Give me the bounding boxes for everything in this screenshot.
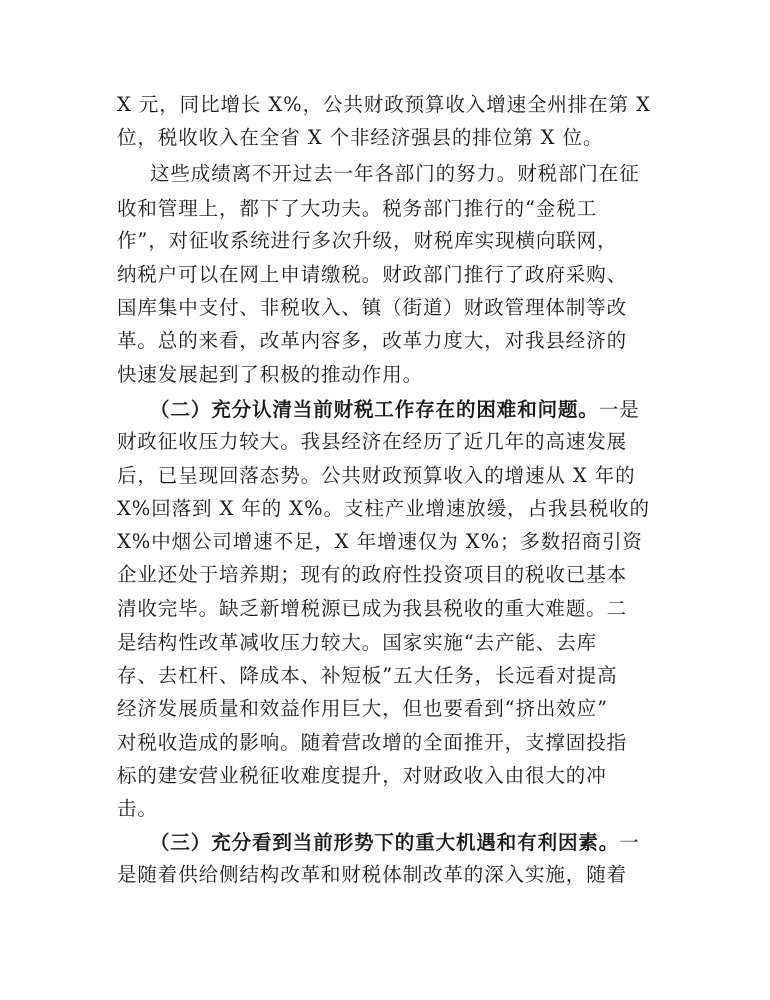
line-text: 位，税收收入在全省 X 个非经济强县的排位第 X 位。 — [117, 126, 604, 149]
text-line — [117, 492, 657, 526]
text-line — [117, 525, 657, 559]
line-text: 收和管理上，都下了大功夫。税务部门推行的“金税工 — [117, 197, 598, 220]
section-heading: （二）充分认清当前财税工作存在的困难和问题。 — [150, 398, 599, 421]
text-line — [117, 558, 657, 592]
line-text: 作”，对征收系统进行多次升级，财税库实现横向联网， — [117, 229, 618, 252]
section-heading-line — [150, 826, 657, 860]
text-line — [117, 88, 657, 122]
text-line — [117, 459, 657, 493]
line-text: 存、去杠杆、降成本、补短板”五大任务，长远看对提高 — [117, 664, 618, 687]
line-text: 击。 — [117, 797, 158, 820]
line-text: 对税收造成的影响。随着营改增的全面推开，支撑固投指 — [117, 731, 628, 754]
line-text: 企业还处于培养期；现有的政府性投资项目的税收已基本 — [117, 563, 628, 586]
line-text: 是结构性改革减收压力较大。国家实施“去产能、去库 — [117, 631, 598, 654]
line-text: 一是 — [598, 398, 640, 421]
text-line — [150, 157, 657, 191]
text-line — [117, 792, 657, 826]
line-text: 这些成绩离不开过去一年各部门的努力。财税部门在征 — [150, 162, 640, 185]
line-text: X 元，同比增长 X%，公共财政预算收入增速全州排在第 X — [117, 93, 651, 116]
line-text: 一 — [619, 831, 640, 854]
text-line — [117, 692, 657, 726]
section-heading: （三）充分看到当前形势下的重大机遇和有利因素。 — [150, 831, 620, 854]
text-line — [117, 592, 657, 626]
section-heading-line — [150, 393, 657, 427]
text-line — [117, 858, 657, 892]
line-text: 纳税户可以在网上申请缴税。财政部门推行了政府采购、 — [117, 263, 628, 286]
line-text: 革。总的来看，改革内容多，改革力度大，对我县经济的 — [117, 329, 628, 352]
text-line — [117, 121, 657, 155]
text-line — [117, 258, 657, 292]
line-text: X%回落到 X 年的 X%。支柱产业增速放缓，占我县税收的 — [117, 497, 650, 520]
text-line — [117, 659, 657, 693]
text-line — [117, 425, 657, 459]
text-line — [117, 626, 657, 660]
text-line — [117, 192, 657, 226]
text-line — [117, 726, 657, 760]
line-text: 国库集中支付、非税收入、镇（街道）财政管理体制等改 — [117, 296, 628, 319]
text-line — [117, 224, 657, 258]
line-text: 清收完毕。缺乏新增税源已成为我县税收的重大难题。二 — [117, 597, 628, 620]
line-text: 财政征收压力较大。我县经济在经历了近几年的高速发展 — [117, 430, 628, 453]
line-text: 快速发展起到了积极的推动作用。 — [117, 363, 424, 386]
text-line — [117, 759, 657, 793]
text-line — [117, 358, 657, 392]
line-text: X%中烟公司增速不足，X 年增速仅为 X%；多数招商引资 — [117, 530, 643, 553]
line-text: 是随着供给侧结构改革和财税体制改革的深入实施，随着 — [117, 863, 628, 886]
line-text: 标的建安营业税征收难度提升，对财政收入由很大的冲 — [117, 764, 607, 787]
text-line — [117, 291, 657, 325]
text-line — [117, 324, 657, 358]
line-text: 后，已呈现回落态势。公共财政预算收入的增速从 X 年的 — [117, 464, 636, 487]
line-text: 经济发展质量和效益作用巨大，但也要看到“挤出效应” — [117, 697, 608, 720]
